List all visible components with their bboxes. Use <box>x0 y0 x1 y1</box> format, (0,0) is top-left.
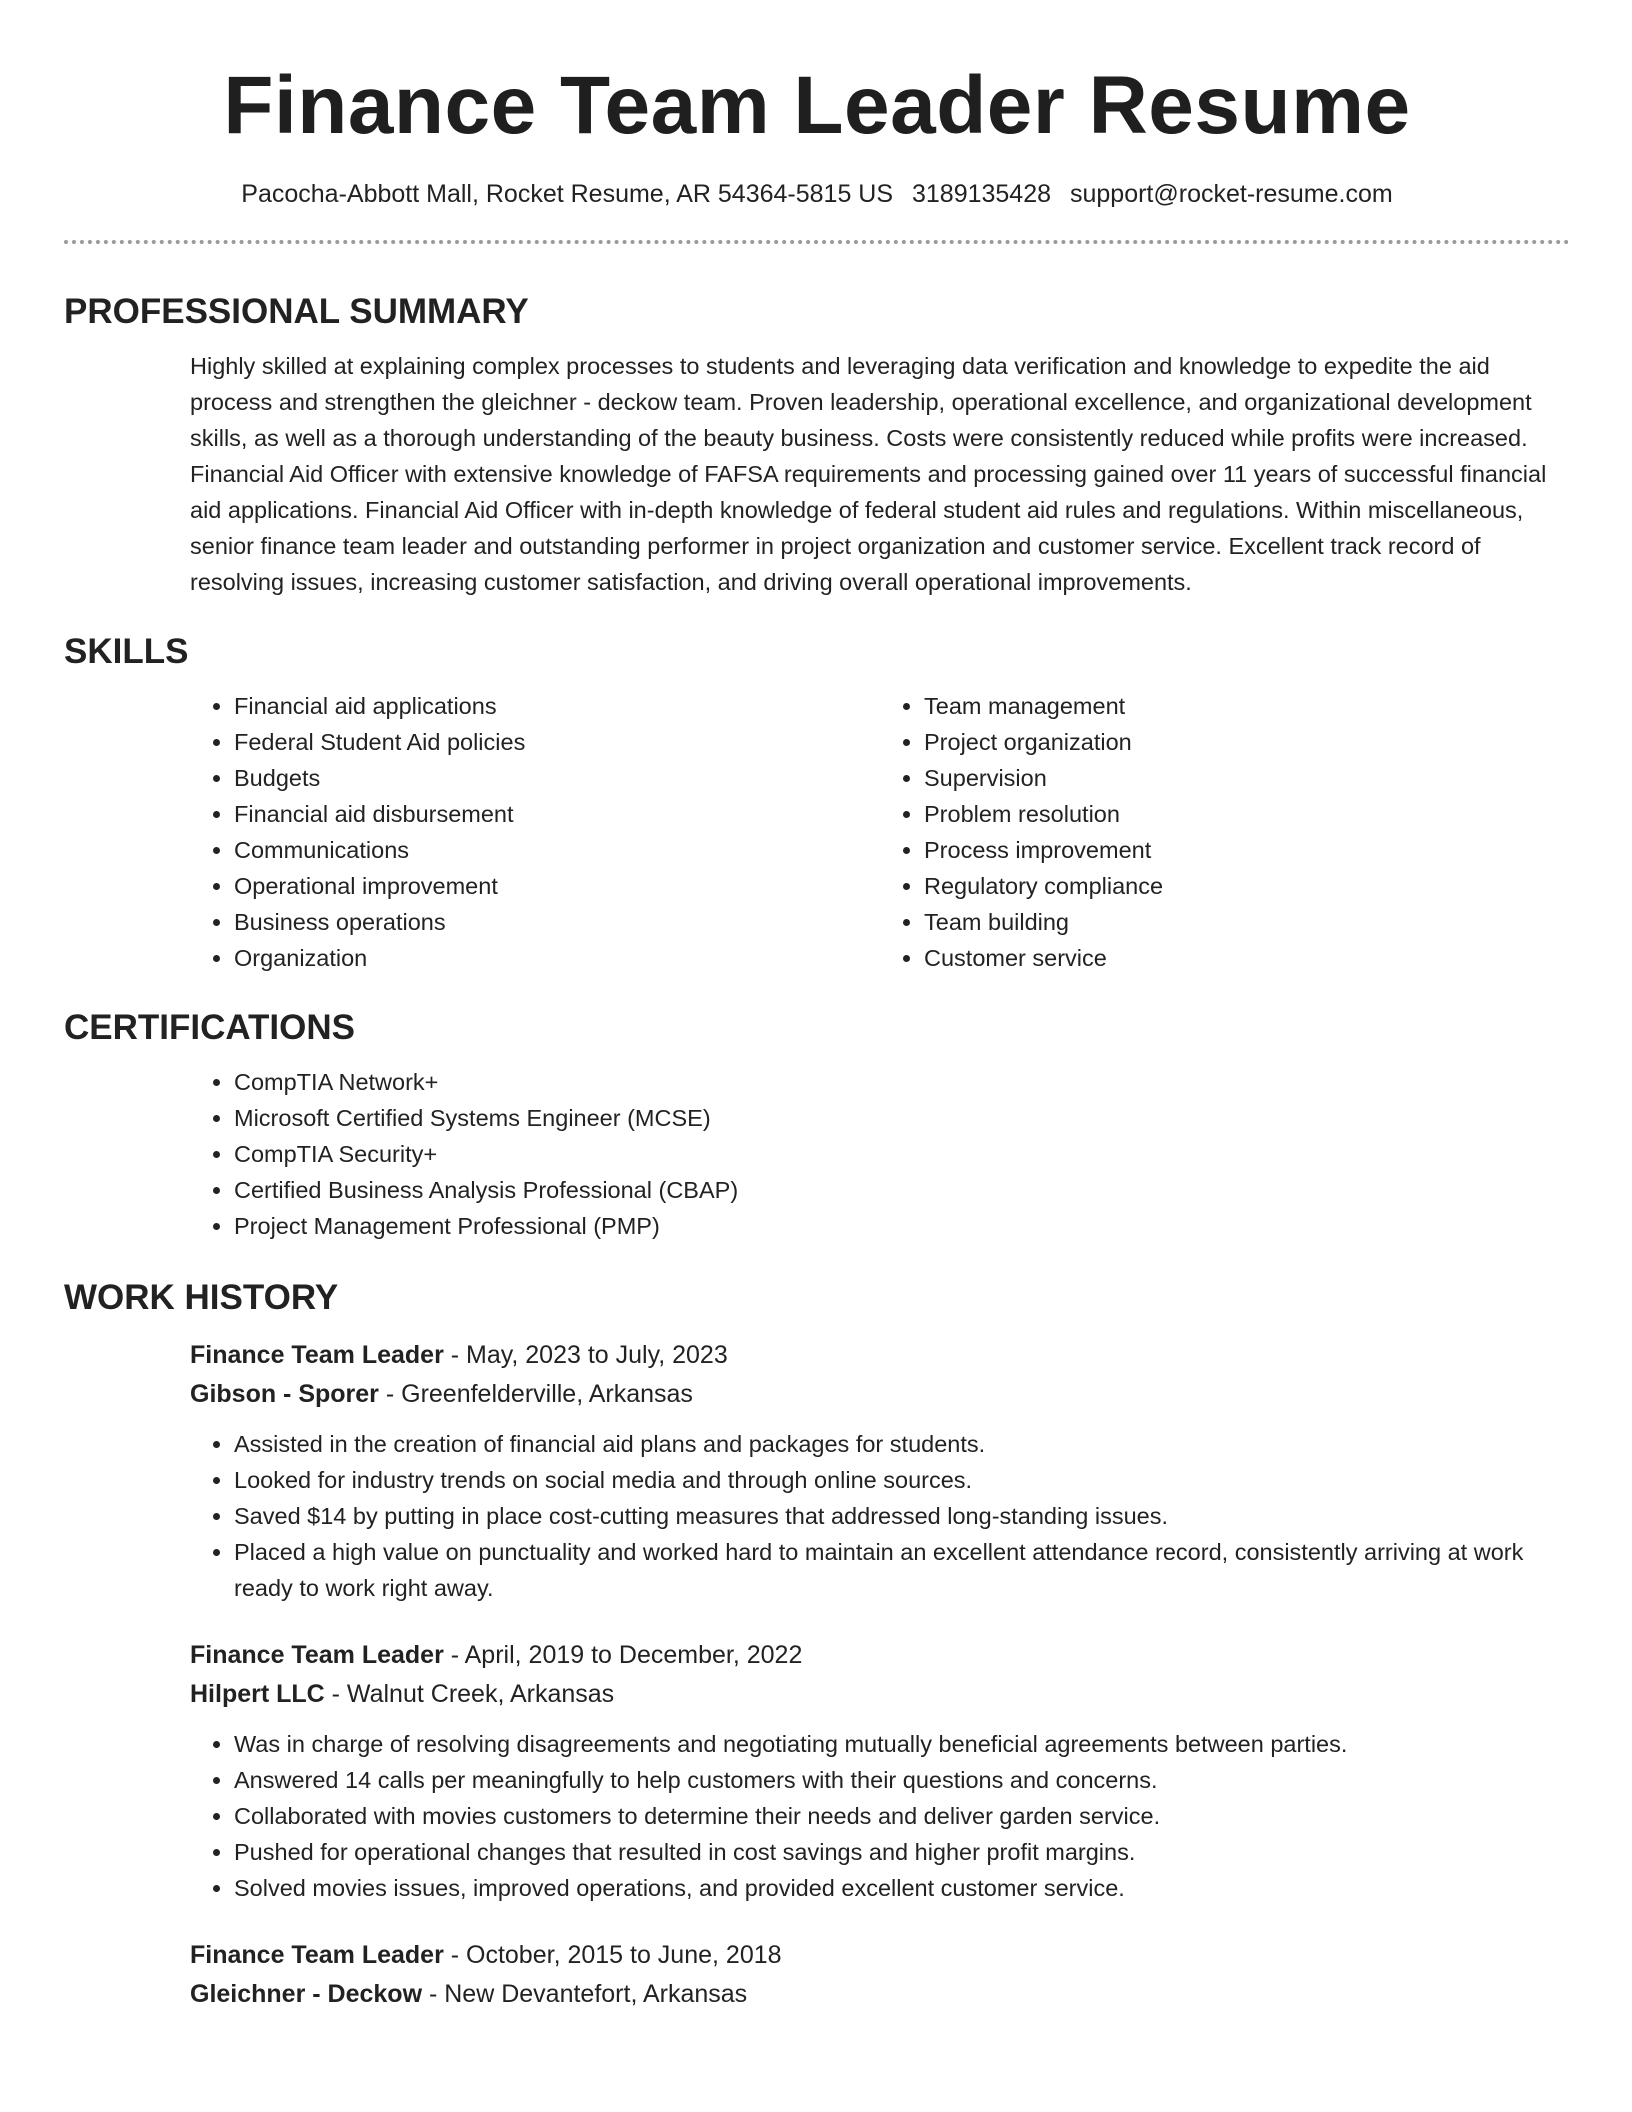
skill-item: • Federal Student Aid policies <box>234 724 880 760</box>
job-title-line <box>190 1636 1570 1675</box>
skill-item: • Team management <box>924 688 1570 724</box>
summary-text: Highly skilled at explaining complex processes to students and leveraging data verification and knowledge to expedite the aid process and strengthen the gleichner - deckow team. Proven leadership, operational excellence, and organizational development skills, as well as a thorough understanding of the beauty business. Costs were consistently reduced while profits were increased. Financial Aid Officer with extensive knowledge of FAFSA requirements and processing gained over 11 years of successful financial aid applications. Financial Aid Officer with in-depth knowledge of federal student aid rules and regulations. Within miscellaneous, senior finance team leader and outstanding performer in project organization and customer service. Excellent track record of resolving issues, increasing customer satisfaction, and driving overall operational improvements. <box>190 353 1547 595</box>
contact-address: Pacocha-Abbott Mall, Rocket Resume, AR 54364-5815 US <box>241 180 894 208</box>
job-entry <box>190 1636 1570 1906</box>
skill-item: • Organization <box>234 940 880 976</box>
job-bullet: • Pushed for operational changes that resulted in cost savings and higher profit margins. <box>234 1834 1570 1870</box>
job-entry <box>190 1336 1570 1606</box>
certifications-heading: CERTIFICATIONS <box>64 1008 356 1047</box>
job-title: Finance Team Leader <box>190 1941 444 1969</box>
skill-item: • Financial aid disbursement <box>234 796 880 832</box>
skill-item: • Team building <box>924 904 1570 940</box>
job-location: - Walnut Creek, Arkansas <box>324 1680 615 1708</box>
job-bullets <box>190 1426 1570 1606</box>
certification-item: • Microsoft Certified Systems Engineer (MCSE) <box>234 1100 1570 1136</box>
job-bullet: • Collaborated with movies customers to determine their needs and deliver garden service. <box>234 1798 1570 1834</box>
job-location: - New Devantefort, Arkansas <box>422 1980 748 2008</box>
job-bullet: • Solved movies issues, improved operations, and provided excellent customer service. <box>234 1870 1570 1906</box>
skill-item: • Communications <box>234 832 880 868</box>
job-dates: - April, 2019 to December, 2022 <box>443 1641 803 1669</box>
job-bullet: • Saved $14 by putting in place cost-cutting measures that addressed long-standing issues. <box>234 1498 1570 1534</box>
skill-item: • Regulatory compliance <box>924 868 1570 904</box>
job-title-line <box>190 1936 1570 1975</box>
skill-item: • Business operations <box>234 904 880 940</box>
job-bullet: • Assisted in the creation of financial aid plans and packages for students. <box>234 1426 1570 1462</box>
job-bullet: • Answered 14 calls per meaningfully to help customers with their questions and concerns. <box>234 1762 1570 1798</box>
skills-heading: SKILLS <box>64 632 189 671</box>
job-company: Hilpert LLC <box>190 1680 325 1708</box>
skill-item: • Project organization <box>924 724 1570 760</box>
contact-email: support@rocket-resume.com <box>1069 180 1393 208</box>
skills-left-list <box>190 688 880 976</box>
summary-heading: PROFESSIONAL SUMMARY <box>64 292 529 331</box>
job-entry <box>190 1936 1570 2014</box>
skill-item: • Process improvement <box>924 832 1570 868</box>
certification-item: • Certified Business Analysis Professional (CBAP) <box>234 1172 1570 1208</box>
certification-item: • CompTIA Security+ <box>234 1136 1570 1172</box>
resume-page <box>64 0 1570 2014</box>
certification-item: • CompTIA Network+ <box>234 1064 1570 1100</box>
header-divider <box>64 240 1570 244</box>
skill-item: • Budgets <box>234 760 880 796</box>
skill-item: • Financial aid applications <box>234 688 880 724</box>
job-bullets <box>190 1726 1570 1906</box>
job-title: Finance Team Leader <box>190 1341 444 1369</box>
job-company-line <box>190 1675 1570 1714</box>
job-title-line <box>190 1336 1570 1375</box>
job-company: Gleichner - Deckow <box>190 1980 423 2008</box>
work-history-heading: WORK HISTORY <box>64 1278 339 1317</box>
skill-item: • Operational improvement <box>234 868 880 904</box>
job-company: Gibson - Sporer <box>190 1380 379 1408</box>
job-company-line <box>190 1375 1570 1414</box>
skill-item: • Problem resolution <box>924 796 1570 832</box>
certifications-list <box>190 1064 1570 1244</box>
page-title: Finance Team Leader Resume <box>223 60 1411 151</box>
contact-line <box>64 178 1570 210</box>
job-dates: - May, 2023 to July, 2023 <box>443 1341 728 1369</box>
certifications-block <box>190 1064 1570 1244</box>
certification-item: • Project Management Professional (PMP) <box>234 1208 1570 1244</box>
skill-item: • Customer service <box>924 940 1570 976</box>
job-bullet: • Placed a high value on punctuality and worked hard to maintain an excellent attendance record, consistently arriving at work ready to work right away. <box>234 1534 1570 1606</box>
skills-right-list <box>880 688 1570 976</box>
job-bullet: • Looked for industry trends on social media and through online sources. <box>234 1462 1570 1498</box>
skill-item: • Supervision <box>924 760 1570 796</box>
job-location: - Greenfelderville, Arkansas <box>378 1380 693 1408</box>
contact-phone: 3189135428 <box>911 180 1052 208</box>
job-bullet: • Was in charge of resolving disagreements and negotiating mutually beneficial agreements between parties. <box>234 1726 1570 1762</box>
job-company-line <box>190 1975 1570 2014</box>
skills-columns <box>190 688 1570 976</box>
job-title: Finance Team Leader <box>190 1641 444 1669</box>
job-dates: - October, 2015 to June, 2018 <box>443 1941 782 1969</box>
